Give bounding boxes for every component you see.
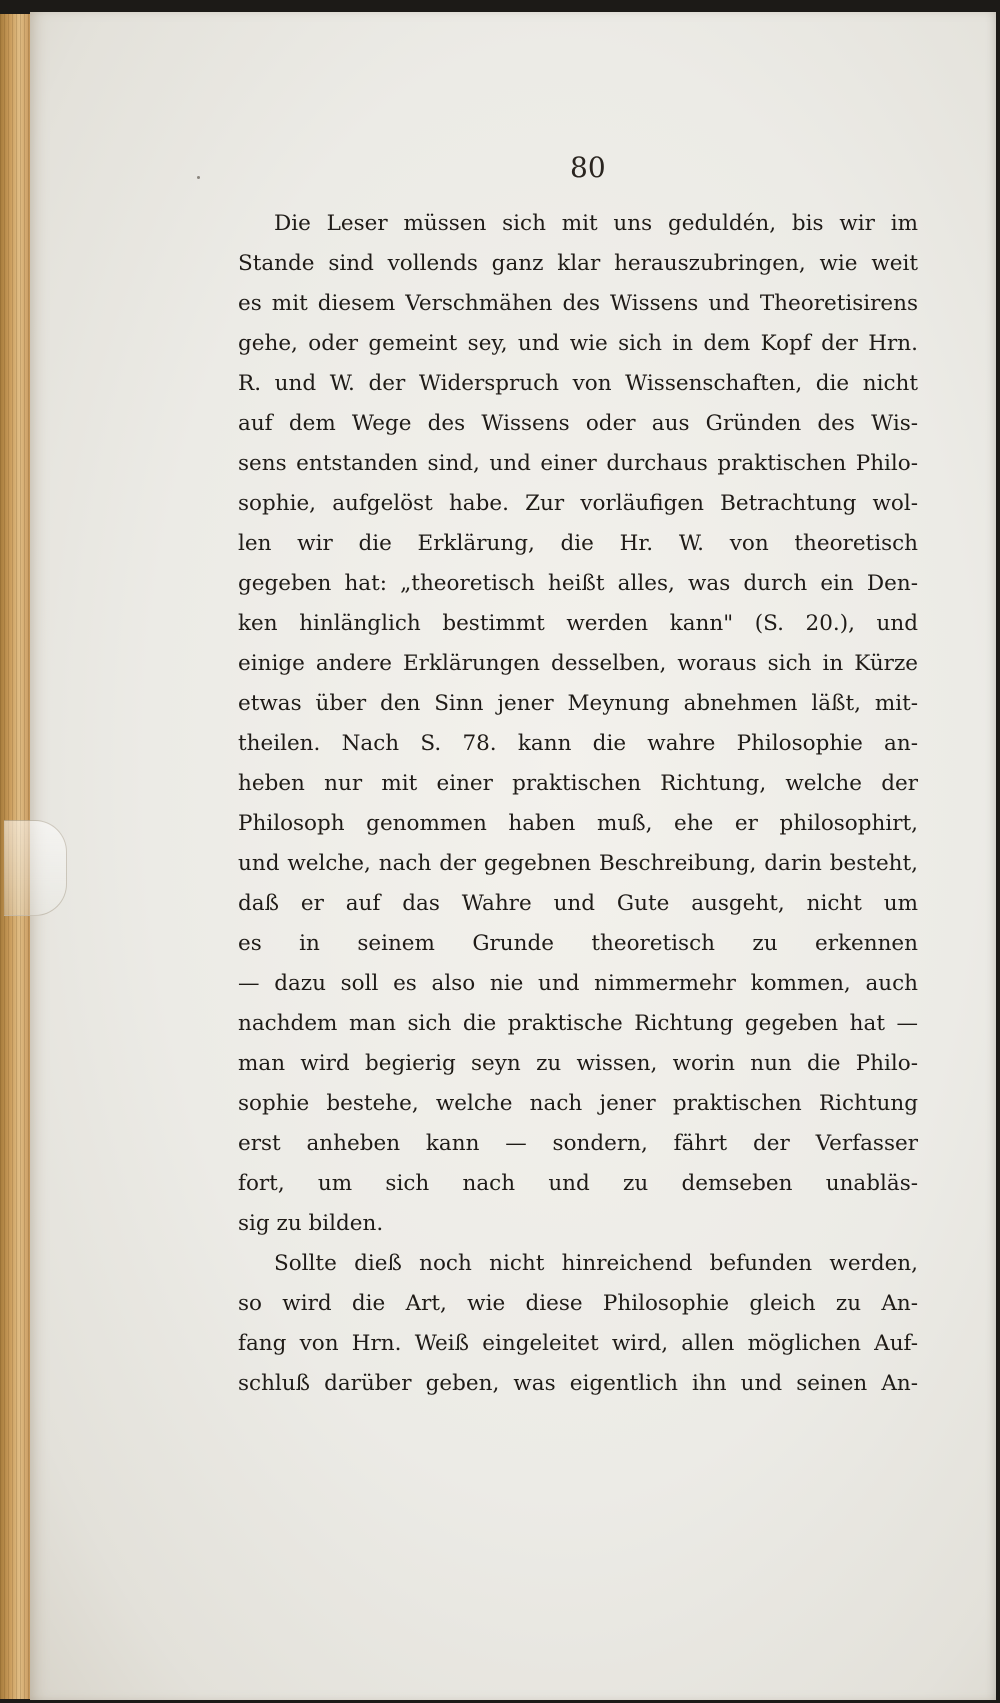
page-number: 80 xyxy=(570,151,606,184)
text-line: daß er auf das Wahre und Gute ausgeht, nicht um xyxy=(238,891,918,916)
text-line: R. und W. der Widerspruch von Wissenschaften, die nicht xyxy=(238,371,918,396)
text-line: sophie bestehe, welche nach jener praktischen Richtung xyxy=(238,1091,918,1116)
text-line: schluß darüber geben, was eigentlich ihn und seinen An- xyxy=(238,1371,918,1396)
text-line: etwas über den Sinn jener Meynung abnehmen läßt, mit- xyxy=(238,691,918,716)
text-line: len wir die Erklärung, die Hr. W. von theoretisch xyxy=(238,531,918,556)
text-line: nachdem man sich die praktische Richtung gegeben hat — xyxy=(238,1011,918,1036)
text-line: erst anheben kann — sondern, fährt der Verfasser xyxy=(238,1131,918,1156)
text-line: gehe, oder gemeint sey, und wie sich in dem Kopf der Hrn. xyxy=(238,331,918,356)
text-line: man wird begierig seyn zu wissen, worin nun die Philo- xyxy=(238,1051,918,1076)
text-line: fang von Hrn. Weiß eingeleitet wird, allen möglichen Auf- xyxy=(238,1331,918,1356)
ink-speck xyxy=(197,176,200,179)
text-line: auf dem Wege des Wissens oder aus Gründen des Wis- xyxy=(238,411,918,436)
body-text xyxy=(238,204,918,1404)
text-line: — dazu soll es also nie und nimmermehr kommen, auch xyxy=(238,971,918,996)
text-line: es in seinem Grunde theoretisch zu erkennen xyxy=(238,931,918,956)
text-line: sig zu bilden. xyxy=(238,1211,384,1236)
text-line: so wird die Art, wie diese Philosophie gleich zu An- xyxy=(238,1291,918,1316)
text-line: Sollte dieß noch nicht hinreichend befunden werden, xyxy=(274,1251,918,1276)
edge-sticker xyxy=(4,820,67,916)
text-line: und welche, nach der gegebnen Beschreibung, darin besteht, xyxy=(238,851,918,876)
text-line: heben nur mit einer praktischen Richtung, welche der xyxy=(238,771,918,796)
text-line: Philosoph genommen haben muß, ehe er philosophirt, xyxy=(238,811,918,836)
text-line: einige andere Erklärungen desselben, woraus sich in Kürze xyxy=(238,651,918,676)
text-line: Die Leser müssen sich mit uns geduldén, bis wir im xyxy=(274,211,918,236)
text-line: ken hinlänglich bestimmt werden kann" (S. 20.), und xyxy=(238,611,918,636)
text-line: fort, um sich nach und zu demseben unabläs- xyxy=(238,1171,918,1196)
text-line: gegeben hat: „theoretisch heißt alles, was durch ein Den- xyxy=(238,571,918,596)
text-line: es mit diesem Verschmähen des Wissens und Theoretisirens xyxy=(238,291,918,316)
text-line: Stande sind vollends ganz klar herauszubringen, wie weit xyxy=(238,251,918,276)
text-line: sophie, aufgelöst habe. Zur vorläufigen Betrachtung wol- xyxy=(238,491,918,516)
text-line: theilen. Nach S. 78. kann die wahre Philosophie an- xyxy=(238,731,918,756)
text-line: sens entstanden sind, und einer durchaus praktischen Philo- xyxy=(238,451,918,476)
